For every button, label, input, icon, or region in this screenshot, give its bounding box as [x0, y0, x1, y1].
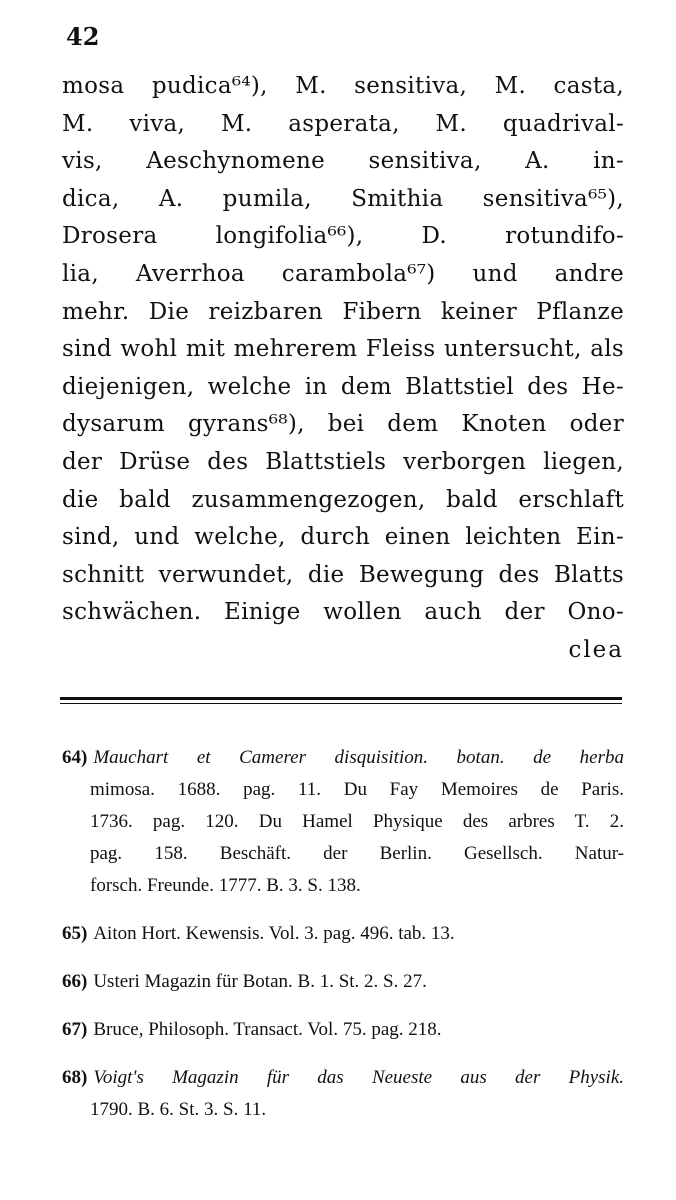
footnote-68 — [62, 1062, 624, 1126]
footnote-number: 66) — [62, 971, 88, 992]
footnote-line: mimosa. 1688. pag. 11. Du Fay Memoires de Paris. — [90, 779, 624, 800]
footnote-67 — [62, 1014, 624, 1046]
footnote-line — [62, 1062, 624, 1094]
body-line: lia, Averrhoa carambola⁶⁷) und andre — [62, 260, 624, 287]
body-line: sind wohl mit mehrerem Fleiss untersucht, als — [62, 336, 624, 363]
footnote-line: pag. 158. Beschäft. der Berlin. Gesellsch. Natur- — [90, 843, 624, 864]
footnote-66 — [62, 966, 624, 998]
body-line: der Drüse des Blattstiels verborgen liegen, — [62, 448, 624, 475]
footnote-text: Voigt's Magazin für das Neueste aus der Physik. — [93, 1067, 624, 1088]
footnote-number: 65) — [62, 923, 88, 944]
body-line: M. viva, M. asperata, M. quadrival- — [62, 110, 624, 137]
body-line: dica, A. pumila, Smithia sensitiva⁶⁵), — [62, 185, 624, 212]
body-line: vis, Aeschynomene sensitiva, A. in- — [62, 148, 624, 175]
footnote-number: 67) — [62, 1019, 88, 1040]
footnote-64 — [62, 742, 624, 902]
body-line: Drosera longifolia⁶⁶), D. rotundifo- — [62, 223, 624, 250]
body-line: mosa pudica⁶⁴), M. sensitiva, M. casta, — [62, 73, 624, 99]
footnote-line: 1790. B. 6. St. 3. S. 11. — [90, 1099, 267, 1120]
body-line: mehr. Die reizbaren Fibern keiner Pflanze — [62, 298, 624, 325]
footnote-number: 68) — [62, 1067, 88, 1088]
footnote-text: Aiton Hort. Kewensis. Vol. 3. pag. 496. tab. 13. — [93, 923, 455, 944]
footnote-number: 64) — [62, 747, 88, 768]
body-line: schwächen. Einige wollen auch der Ono- — [62, 599, 624, 626]
footnote-line — [62, 966, 624, 998]
footnotes — [62, 742, 624, 1142]
footnote-text: Mauchart et Camerer disquisition. botan. de herba — [93, 747, 624, 768]
body-line: die bald zusammengezogen, bald erschlaft — [62, 486, 624, 513]
footnote-text: Bruce, Philosoph. Transact. Vol. 75. pag. 218. — [93, 1019, 442, 1040]
body-line: dysarum gyrans⁶⁸), bei dem Knoten oder — [62, 411, 624, 438]
footnote-line — [62, 1014, 624, 1046]
footnote-rule — [60, 697, 622, 700]
footnote-text: Usteri Magazin für Botan. B. 1. St. 2. S. 27. — [93, 971, 427, 992]
catchword: clea — [568, 636, 624, 663]
page-number: 42 — [66, 22, 100, 51]
footnote-65 — [62, 918, 624, 950]
body-line: diejenigen, welche in dem Blattstiel des He- — [62, 373, 624, 400]
footnote-line: forsch. Freunde. 1777. B. 3. S. 138. — [90, 875, 361, 896]
footnote-line — [62, 742, 624, 774]
footnote-line: 1736. pag. 120. Du Hamel Physique des arbres T. 2. — [90, 811, 624, 832]
body-text — [62, 68, 624, 670]
body-line: schnitt verwundet, die Bewegung des Blatts — [62, 561, 624, 588]
body-line: sind, und welche, durch einen leichten Ein- — [62, 524, 624, 551]
footnote-line — [62, 918, 624, 950]
